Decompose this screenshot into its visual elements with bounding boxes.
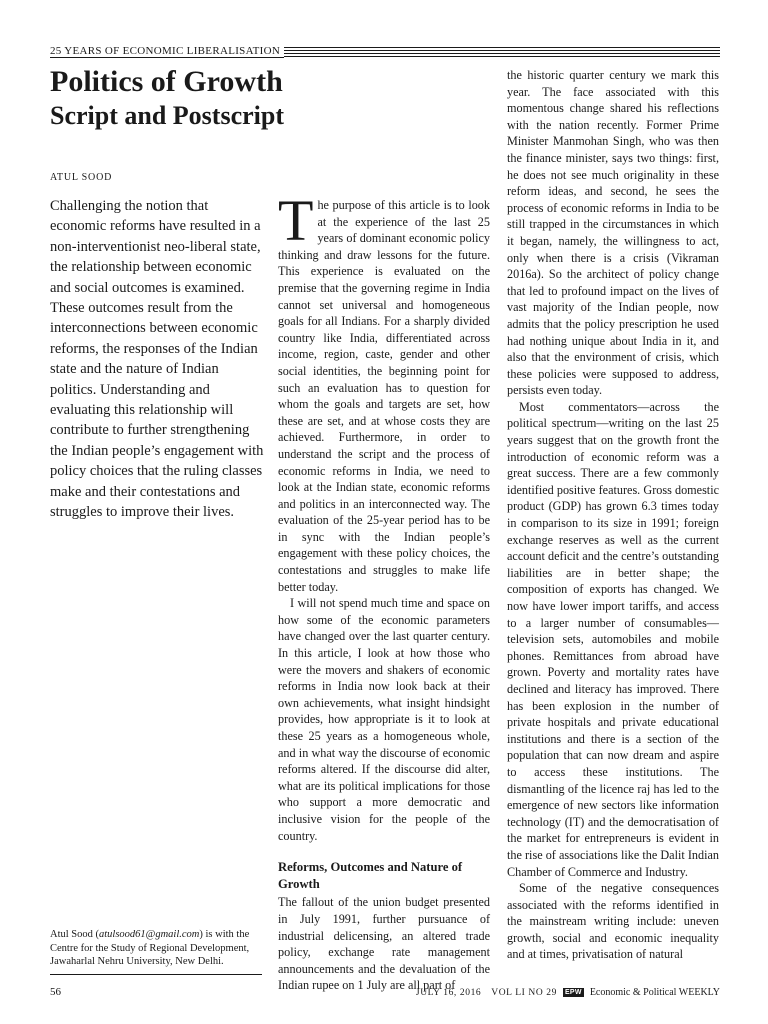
epw-logo: EPW [564, 989, 582, 996]
column2-paragraph-2: I will not spend much time and space on how some of the economic parameters have changed over the last quarter century. In this article, I look at how those who were the movers and shakers of economic reforms in India now look back at their own achievements, what insight hindsight provides, how appropriate is it to look at these 25 years as a homogeneous whole, and in what way the discourse of economic reforms altered. If the discourse did alter, what are its political implications for those who support a more democratic and inclusive vision for the people of the country. [278, 596, 490, 843]
kicker-label: 25 YEARS OF ECONOMIC LIBERALISATION [50, 45, 284, 58]
issue-volume: VOL LI NO 29 [491, 987, 557, 998]
body-column-2 [278, 188, 490, 994]
page-footer [50, 986, 720, 1000]
author-byline: ATUL SOOD [50, 172, 113, 183]
footnote-affiliation: ) is with the Centre for the Study of Regional Development, Jawaharlal Nehru University, New Delhi. [50, 929, 250, 967]
column3-paragraph-2: Most commentators—across the political spectrum—writing on the last 25 years suggest that on the growth front the introduction of economic reform was a great success. There are a few commonly identified positive features. Gross domestic product (GDP) has grown 6.3 times today in comparison to its size in 1991; foreign exchange reserves as well as the current account deficit and the centre’s outstanding liabilities are in better shape; the composition of exports has changed. We now have lower import tariffs, and access to a larger number of consumables—television sets, automobiles and mobile phones. Remittances from abroad have grown. Poverty and mortality rates have declined and literacy has improved. There has been explosion in the number of private hospitals and private educational institutions and there is a section of the population that can now dream and aspire to access these institutions. The dismantling of the licence raj has led to the emergence of new sectors like information technology (IT) and the democratisation of the market for entrepreneurs is evident in the rise of associations like the Dalit Indian Chamber of Commerce and Industry. [507, 399, 719, 879]
column2-paragraph-1: The purpose of this article is to look at the experience of the last 25 years of dominant economic policy thinking and draw lessons for the future. This experience is evaluated on the premise that the governing regime in India cannot set universal and homogeneous goals for all Indians. For a sharply divided country like India, differentiated across income, region, caste, gender and other social identities, the beginning point for such an evaluation has to question for whom the goals and targets are set, how these are set, and at whose costs they are achieved. Furthermore, in order to understand the script and the process of economic reforms in India, we need to look at the Indian state, economic reforms and politics in an interconnected way. The evaluation of the 25-year period has to be in sync with the Indian people’s engagement with these policy choices, the contestations and struggles to make life better today. [278, 188, 490, 594]
article-title: Politics of Growth [50, 65, 283, 98]
section-kicker [50, 44, 720, 58]
body-column-3 [507, 67, 719, 963]
journal-name: Economic & Political WEEKLY [589, 987, 720, 998]
section-heading: Reforms, Outcomes and Nature of Growth [278, 860, 463, 891]
kicker-rules [284, 47, 720, 57]
abstract: Challenging the notion that economic reforms have resulted in a non-interventionist neo-liberal state, the relationship between economic and social outcomes is examined. These outcomes result from the interconnections between economic reforms, the responses of the Indian state and the nature of Indian politics. Understanding and evaluating this relationship will contribute to further strengthening the Indian people’s engagement with policy choices that the ruling classes make and their contestations and struggles to improve their lives. [50, 198, 264, 521]
author-footnote: Atul Sood (atulsood61@gmail.com) is with the Centre for the Study of Regional Development, Jawaharlal Nehru University, New Delhi. [50, 929, 250, 967]
footnote-name: Atul Sood [50, 929, 93, 940]
issue-date: JULY 16, 2016 [415, 987, 482, 998]
footnote-rule [50, 974, 262, 975]
page-number: 56 [50, 986, 61, 998]
column2-paragraph-3: The fallout of the union budget presented in July 1991, further pursuance of industrial delicensing, an altered trade policy, exchange rate management announcements and the devaluation of the Indian rupee on 1 July are all part of [278, 895, 490, 993]
column3-paragraph-3: Some of the negative consequences associated with the reforms identified in the mainstream writing include: uneven growth, social and economic inequality and at times, privatisation of natural [507, 881, 719, 962]
footer-meta [416, 987, 720, 998]
column3-paragraph-1: the historic quarter century we mark this year. The face associated with this momentous change shared his reflections with the nation recently. Former Prime Minister Manmohan Singh, who was then the finance minister, says two things: first, he does not see much originality in these reform ideas, and second, he sees the process of economic reforms in India to be still trapped in the circumstances in which it began, namely, the willingness to act, only when there is a crisis (Vikraman 2016a). So the architect of policy change that led to profound impact on the lives of vast majority of the Indian people, now admits that the policy prescription he used had nothing unique about India in it, and also that the environment of crisis, which these policies were supposed to address, persists even today. [507, 68, 719, 398]
footnote-email: atulsood61@gmail.com [99, 929, 200, 940]
article-subtitle: Script and Postscript [50, 101, 284, 130]
